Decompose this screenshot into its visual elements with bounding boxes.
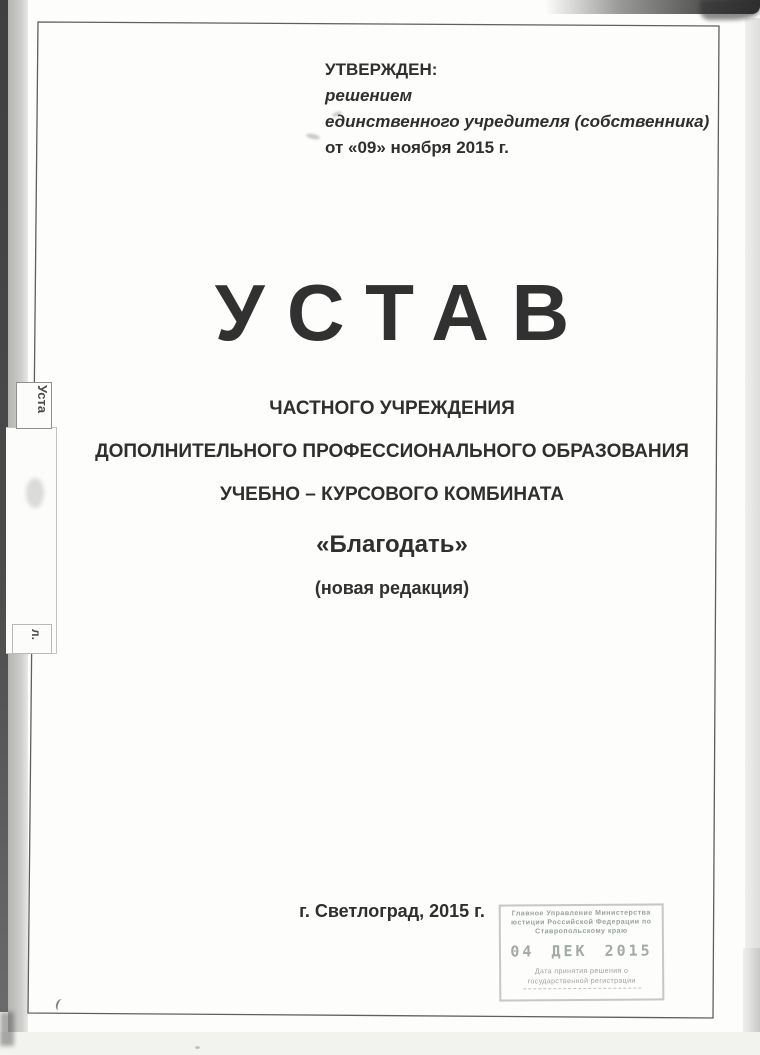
charter-title-text: УСТАВ <box>214 268 592 357</box>
edition-note: (новая редакция) <box>314 578 470 598</box>
side-label-body <box>6 427 57 654</box>
stamp-caption-line-1: Дата принятия решения о <box>534 967 629 976</box>
org-name: «Благодать» <box>316 531 468 558</box>
charter-title <box>54 267 730 359</box>
place-year-line: г. Светлоград, 2015 г. <box>299 901 485 921</box>
org-line-education: ДОПОЛНИТЕЛЬНОГО ПРОФЕССИОНАЛЬНОГО ОБРАЗОВАНИЯ <box>95 441 689 462</box>
side-label-top-text: Уста <box>35 385 50 414</box>
approval-line-decision: решением <box>325 86 413 105</box>
stamp-authority-line-1: Главное Управление Министерства <box>511 909 651 918</box>
stamp-authority-line-3: Ставропольскому краю <box>535 927 628 936</box>
org-line-combine: УЧЕБНО – КУРСОВОГО КОМБИНАТА <box>220 484 564 505</box>
org-line-type: ЧАСТНОГО УЧРЕЖДЕНИЯ <box>269 398 515 419</box>
stamp-underline <box>523 988 641 990</box>
side-label-smudge <box>26 478 44 508</box>
organization-name-block <box>54 397 730 560</box>
side-label-bottom-text: л. <box>29 629 43 640</box>
stamp-date: 04 ДЕК 2015 <box>510 941 653 961</box>
registration-stamp <box>499 903 665 1001</box>
approval-block <box>325 57 709 161</box>
side-label-tab-bottom <box>12 624 52 654</box>
stamp-caption-line-2: государственной регистрации <box>527 977 636 985</box>
stamp-authority-line-2: юстиции Российской Федерации по <box>511 918 652 927</box>
approval-line-date: от «09» ноября 2015 г. <box>325 138 509 157</box>
side-label-tab-top <box>16 382 52 429</box>
approval-line-founder: единственного учредителя (собственника) <box>325 112 710 131</box>
approval-line-approved: УТВЕРЖДЕН: <box>325 60 438 79</box>
